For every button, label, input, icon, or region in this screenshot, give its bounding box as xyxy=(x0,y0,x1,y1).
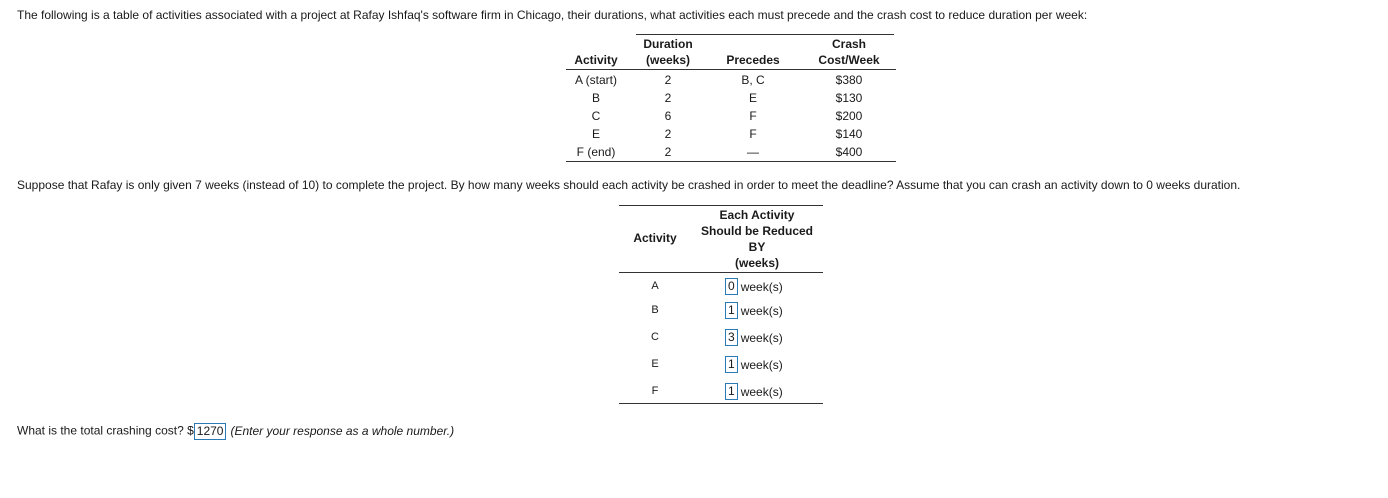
table-row xyxy=(619,381,823,401)
reduction-input[interactable]: 1 xyxy=(725,302,738,319)
reduction-input[interactable]: 1 xyxy=(725,383,738,400)
reduction-header xyxy=(691,207,823,271)
crash-header-line2: Cost/Week xyxy=(818,53,880,67)
duration-header xyxy=(636,36,700,68)
cost-cell: $140 xyxy=(835,127,863,141)
table-row xyxy=(566,71,896,89)
unit-label: week(s) xyxy=(740,357,783,372)
unit-label: week(s) xyxy=(740,330,783,345)
cost-cell: $380 xyxy=(835,73,863,87)
precedes-cell: B, C xyxy=(741,73,765,87)
duration-header-line1: Duration xyxy=(643,37,693,51)
crash-header-line1: Crash xyxy=(831,37,866,51)
cost-cell: $130 xyxy=(835,91,863,105)
table-row xyxy=(566,107,896,125)
table-rule xyxy=(566,161,896,162)
activity-cell: F (end) xyxy=(576,145,616,159)
precedes-header: Precedes xyxy=(726,53,780,67)
table-rule xyxy=(566,69,896,70)
answer-cell xyxy=(725,381,783,402)
table-rule xyxy=(636,34,894,35)
table-row xyxy=(566,89,896,107)
reduction-input[interactable]: 1 xyxy=(725,356,738,373)
reduction-header-line1: Each Activity xyxy=(719,208,795,222)
duration-cell: 2 xyxy=(664,145,672,159)
duration-header-line2: (weeks) xyxy=(645,53,691,67)
activity-cell: A xyxy=(651,280,659,292)
answer-cell xyxy=(725,300,783,321)
table-rule xyxy=(619,272,823,273)
question-text: Suppose that Rafay is only given 7 weeks (instead of 10) to complete the project. By how many weeks should each activity be crashed in order to meet the deadline? Assume that you can crash an activity down to 0 weeks duration. xyxy=(17,178,1241,192)
duration-cell: 2 xyxy=(664,91,672,105)
table-rule xyxy=(619,403,823,404)
activity-cell: A (start) xyxy=(574,73,617,87)
activity-header: Activity xyxy=(574,53,618,67)
activity-cell: B xyxy=(651,304,659,316)
activity-cell: C xyxy=(651,331,659,343)
table-row xyxy=(566,125,896,143)
reduction-input[interactable]: 0 xyxy=(725,278,738,295)
answer-cell xyxy=(725,354,783,375)
precedes-cell: F xyxy=(749,109,757,123)
table-row xyxy=(619,276,823,296)
activity-cell: E xyxy=(651,358,659,370)
precedes-cell: — xyxy=(747,145,759,159)
table-row xyxy=(619,354,823,374)
activity-cell: E xyxy=(591,127,600,141)
intro-text: The following is a table of activities associated with a project at Rafay Ishfaq's software firm in Chicago, their durations, what activities each must precede and the crash cost to reduce duration per week: xyxy=(17,8,1088,22)
table-rule xyxy=(619,205,823,206)
total-cost-label: What is the total crashing cost? $ xyxy=(17,423,194,438)
table-row xyxy=(566,143,896,161)
duration-cell: 2 xyxy=(664,73,672,87)
unit-label: week(s) xyxy=(740,279,783,294)
reduction-header-line2: Should be Reduced xyxy=(700,224,813,238)
table-row xyxy=(619,300,823,320)
answer-cell xyxy=(725,327,783,348)
precedes-cell: E xyxy=(748,91,757,105)
total-cost-question xyxy=(17,423,454,440)
response-hint: (Enter your response as a whole number.) xyxy=(230,423,455,438)
crash-cost-header xyxy=(806,36,892,68)
precedes-cell: F xyxy=(749,127,757,141)
reduction-header-line3: BY xyxy=(748,240,766,254)
reduction-input[interactable]: 3 xyxy=(725,329,738,346)
answer-cell xyxy=(725,276,783,297)
total-cost-input[interactable]: 1270 xyxy=(194,423,227,440)
cost-cell: $400 xyxy=(835,145,863,159)
unit-label: week(s) xyxy=(740,303,783,318)
activity-cell: C xyxy=(591,109,601,123)
duration-cell: 2 xyxy=(664,127,672,141)
reduction-header-line4: (weeks) xyxy=(734,256,780,270)
activity-cell: F xyxy=(651,385,659,397)
activity-cell: B xyxy=(591,91,600,105)
unit-label: week(s) xyxy=(740,384,783,399)
table-row xyxy=(619,327,823,347)
duration-cell: 6 xyxy=(664,109,672,123)
activity-header: Activity xyxy=(633,231,677,245)
cost-cell: $200 xyxy=(835,109,863,123)
